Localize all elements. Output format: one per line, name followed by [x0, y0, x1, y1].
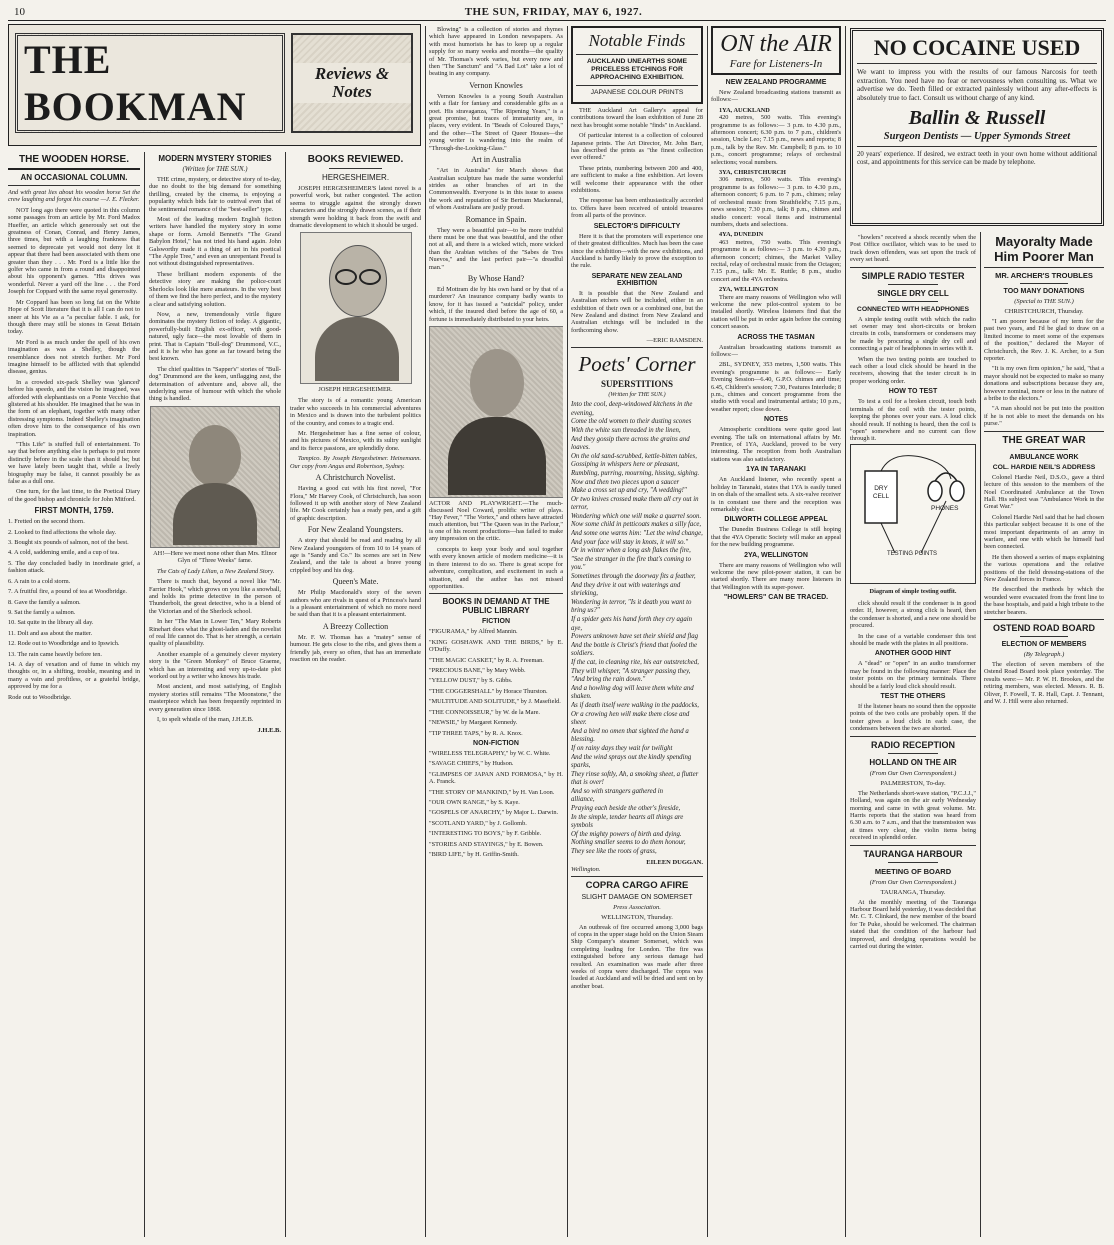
copra-text: An outbreak of fire occurred among 3,000 bags of copra in the upper stage hold on the Union Steam Ship Company's steamer Somerset, which was completing loading for London. The fire was extinguished before any serious damage had resulted. An examination was made after three weeks of copra were discharged. The copra was loaded at Auckland and will be dried and sent on by another boat.: [571, 923, 703, 990]
column-mayoralty: [984, 234, 1104, 1237]
copra-dateline2: WELLINGTON, Thursday.: [601, 913, 673, 921]
column-four: [429, 26, 563, 1237]
noel-coward-caption: ACTOR AND PLAYWRIGHT.—The much-discussed Noel Coward, prolific writer of plays. "Hay Fever," "The Vortex," and others have attracted much attention, but "The Queen was in the Parlour," is one of his recent productions—has failed to make any impression on the critic.: [429, 500, 563, 542]
diary-heading: FIRST MONTH, 1759.: [34, 506, 114, 516]
library-nonfiction-item: "BIRD LIFE," by H. Griffin-Smith.: [429, 850, 519, 858]
poem-line: Or a crowing hen will make them close and sheer.: [571, 710, 690, 727]
radio-reception-text: The Netherlands short-wave station, "P.C.J.J.," Holland, was again on the air early Wednesday morning and came in with great volume. Mr. Harris reports that the station was heard from 6.30 a.m. to 7 a.m., and that the transmission was at times very clear, the violin items being received in splendid order.: [850, 789, 976, 842]
poem-line: Nothing smaller seems to do them honour,: [571, 839, 686, 847]
poem-line: Into the cool, deep-windowed kitchens in the evening,: [571, 401, 693, 417]
poem-line: On the old sand-scrubbed, kettle-bitten tables,: [571, 452, 697, 460]
tauranga-dateline2: TAURANGA, Thursday.: [880, 888, 946, 896]
books-reviewed-para: The story is of a romantic young American trader who succeeds in his commercial adventures in Mexico and is drawn into the turbulent politics of the country, and comes to a tragic end.: [290, 397, 421, 427]
notable-finds-deck: AUCKLAND UNEARTHS SOME PRICELESS ETCHINGS FOR APPROACHING EXHIBITION.: [586, 58, 688, 81]
tasman-intro: Australian broadcasting stations transmit as follows:—: [711, 343, 841, 358]
poem-line: Wondering in terror, "Is it death you want to bring us?": [571, 598, 692, 615]
notable-finds-para: Of particular interest is a collection of coloured Japanese prints. The Art Director, Mr. John Barr, has described the prints as "the finest collection ever offered.": [571, 132, 703, 162]
radio-tester-sub2: CONNECTED WITH HEADPHONES: [856, 305, 970, 313]
poem-line: And the wind sprays out the kindly spending sparks,: [571, 753, 692, 770]
notable-finds-para: These prints, numbering between 200 and 400, are sufficient to make a fine exhibition. Art lovers will welcome their appearance with the other exhibitions.: [571, 164, 703, 195]
ostend-subheading: ELECTION OF MEMBERS: [1001, 641, 1087, 648]
great-war-para: Colonel Hardie Neil, D.S.O., gave a third lecture of this session to the members of the Noel Coordinated Ambulance at the Town Hall. His subject was "Ambulance Work in the Great War.": [984, 473, 1104, 511]
radio-right-para: In the case of a variable condenser this test should be made with the plates in all positions.: [850, 632, 976, 648]
library-heading: BOOKS IN DEMAND AT THE PUBLIC LIBRARY: [442, 597, 550, 616]
poem-lines: [571, 401, 703, 856]
poem-line: They rinse softly, Ah, a smoking sheet, a flutter that is over!: [571, 770, 699, 787]
diary-line: 9. Sat the family a salmon.: [8, 608, 76, 616]
great-war-para: He then showed a series of maps explaining the various operations and the relative positions of the field dressing-stations of the New Zealand forces in France.: [984, 553, 1104, 583]
station-text: 420 metres, 500 watts. This evening's programme is as follows:— 3 p.m. to 4.30 p.m., afternoon concert; 6.30 p.m. to 7 p.m., children's session, Uncle Leo; 7.15 p.m., news and reports; 8 p.m., talk by the Rev. Mr. Campbell; 8 p.m. to 10 p.m., concert programme; relays of orchestral selections; vocal numbers.: [711, 114, 841, 166]
review-section-text: Having a good cut with his first novel, "For Flora," Mr Harvey Cook, of Christchurch, has soon followed it up with another story of New Zealand life. Mr Cook certainly has a ready pen, and a gift of graphic description.: [290, 485, 421, 522]
mystery-para: In her "The Man in Lower Ten," Mary Roberts Rinehart does what the ghost-laden and the novelist of real life cannot do. That is her strength, a certain quality of plausibility.: [149, 618, 281, 648]
poets-corner-byline: (Written for THE SUN.): [608, 392, 666, 399]
poem-line: As if death itself were walking in the paddocks,: [571, 701, 699, 709]
poem-line: alliance,: [571, 796, 595, 804]
poem-line: Make a cross set up and cry, "A wedding!": [571, 487, 687, 495]
bookman-title: THE BOOKMAN: [18, 36, 282, 130]
mystery-para: These brilliant modern exponents of the detective story are making the police-court Sherlocks look like mere amateurs. In the very best of them we find the hero perfect, and to the mystery a clear and satisfying solution.: [149, 270, 281, 308]
radio-tester-sub1: SINGLE DRY CELL: [877, 288, 949, 298]
mystery-signature: J.H.E.B.: [257, 726, 281, 734]
diary-line: 11. Dolt and ass about the matter.: [8, 629, 93, 637]
bookman-banner: [8, 24, 421, 146]
poem-line: Praying each beside the other's fireside,: [571, 805, 681, 813]
column-mystery: [149, 152, 281, 1237]
phone-earpiece-left: [928, 481, 942, 501]
no-cocaine-ad: [850, 28, 1104, 226]
books-reviewed-subheading: HERGESHEIMER.: [321, 173, 390, 182]
col4-section-heading: Romance in Spain.: [465, 214, 527, 224]
column-radio-lower: [850, 600, 976, 1237]
diary-line: 3. Bought six pounds of salmon, not of the best.: [8, 539, 129, 547]
poem-line: And a bird no omen that sighted the hand a blessing.: [571, 727, 689, 744]
library-nonfiction-item: "WIRELESS TELEGRAPHY," by W. C. White.: [429, 749, 551, 757]
poem-line: And so with strangers gathered in: [571, 787, 664, 795]
radio-tester-para: A simple testing outfit with which the radio set owner may test short-circuits or broken circuits in coils, transformers or condensers may be made by procuring a single dry cell and connecting a pair of headphones in series with it.: [850, 315, 976, 353]
selector-heading: SELECTOR'S DIFFICULTY: [593, 222, 681, 230]
library-nonfiction-item: "THE STORY OF MANKIND," by H. Van Loon.: [429, 788, 555, 796]
books-reviewed-para: Mr. Hergesheimer has a fine sense of colour, and his pictures of Mexico, with its sultry sunlight and its fierce passions, are splendidly done.: [290, 430, 421, 452]
station-name: 1YA, AUCKLAND: [719, 106, 770, 114]
mystery-para: Most ancient, and most satisfying, of English mystery stories still remains "The Moonstone," the masterpiece which has been frequently reprinted in every generation since 1868.: [149, 683, 281, 713]
poem-line: "See the stranger in the fire that's coming to you.": [571, 555, 691, 572]
poem-line: Powers unknown have set their shield and flag: [571, 633, 699, 641]
elinor-glyn-photo: [150, 406, 280, 548]
poem-line: Come the old women to their dusting scones: [571, 418, 692, 426]
library-fiction-item: "NEWSIE," by Margaret Kennedy.: [429, 719, 518, 727]
page-number: 10: [14, 6, 25, 18]
masthead: [8, 4, 1106, 21]
diary-line: 10. Sat quite in the library all day.: [8, 619, 94, 627]
library-nonfiction-item: "SAVAGE CHIEFS," by Hudson.: [429, 760, 514, 768]
on-the-air-box: [711, 26, 841, 75]
poem-signature: EILEEN DUGGAN.: [646, 858, 703, 866]
ia-heading: 1YA IN TARANAKI: [746, 466, 806, 474]
tester-diagram-caption: Diagram of simple testing outfit.: [869, 588, 957, 595]
radio-tester-para: When the two testing points are touched to each other a loud click should be heard in the receivers, showing that the tester circuit is in proper working order.: [850, 355, 976, 385]
on-the-air-heading: ON the AIR: [720, 31, 832, 57]
college-text: The Dunedin Business College is still hoping that the 4YA Operatic Society will make an appeal for the new building programme.: [711, 526, 841, 549]
diagram-label-points: TESTING POINTS: [887, 551, 938, 557]
wooden-horse-para: NOT long ago there were quoted in this column some passages from an article by Mr. Ford Madox Hueffer, an article which generously set out the greatness of Conan, Conrad, and Henry James, three times, but with a laughing frankness that seemed to deprecate yet would not deny lot it appear that there had been associated with them one greater than they . . . Mr. Ford is a little like the golfer who came in from a round and disappointed about his opponent's games. "His drives was wonderful. Never a yard off the line . . . the Ford Joseph for Coppard with the same royal generosity.: [8, 206, 140, 296]
lead-path-1: [881, 523, 895, 553]
library-fiction-item: "PRECIOUS BANE," by Mary Webb.: [429, 667, 526, 675]
wgtn-text: There are many reasons of Wellington who will welcome the new pilot-power station, it can be started shortly. There are many more listeners in that Wellington with its super-power.: [711, 561, 841, 591]
col4-top-text: Blowing" is a collection of stories and rhymes which have appeared in London newspapers. As with most humorists he has to keep up a regular supply for so many weeks and months—the quality of Mr. Thomas's work varies, but every now and then "The Sanctum" and "A Bad Lot" take a lot of beating in any company.: [429, 26, 563, 78]
another-hint-heading: ANOTHER GOOD HINT: [874, 650, 952, 658]
no-cocaine-text: We want to impress you with the results of our famous Narcosis for teeth extraction. You need have no fear or nervousness when consulting us. What we advertise we do. Teeth filled or extracted painlessly without any after-effects is absolutely true to fact. Consult us without charge of any kind.: [857, 68, 1097, 102]
copra-subheading: SLIGHT DAMAGE ON SOMERSET: [581, 893, 693, 901]
wgtn-heading: 2YA, WELLINGTON: [744, 551, 808, 559]
station-text: There are many reasons of Wellington who will welcome the new pilot-control system to be installed shortly. Wireless listeners find that the station will be put in order again before the coming concert season.: [711, 293, 841, 331]
howlers-heading: "HOWLERS" CAN BE TRACED.: [723, 594, 829, 602]
masthead-title: THE SUN, FRIDAY, MAY 6, 1927.: [464, 6, 643, 18]
poem-line: Or in winter when a long ash flakes the fire,: [571, 547, 691, 555]
mystery-para: Now, a new, tremendously virile figure dominates the mystery fiction of today. A gigantic, powerfully-built English ex-officer, with good-natured, ugly face—the most lovable of them in print. That is Captain "Bull-dog" Drummond, V.C., and it is he who has gone as far toward being the best known.: [149, 310, 281, 363]
library-nonfiction-item: "INTERESTING TO BOYS," by F. Gribble.: [429, 830, 542, 838]
library-fiction-item: "FIGURAMA," by Alfred Mannin.: [429, 628, 518, 636]
diagram-label-phones: PHONES: [931, 505, 959, 512]
diary-line: 6. A rain to a cold storm.: [8, 577, 71, 585]
notes-text: Atmospheric conditions were quite good last evening. The talk on international affairs by Mr. Prentice, of 1YA, Auckland, proved to be very interesting. The reception from both Australian stations was also satisfactory.: [711, 426, 841, 463]
column-notable-poets: [571, 26, 703, 1237]
col4-section-heading: Vernon Knowles: [469, 80, 523, 90]
mystery-heading: MODERN MYSTERY STORIES: [158, 154, 272, 163]
diagram-label-cell: DRY CELL: [872, 485, 890, 500]
poem-line: "And bring the rain down.": [571, 676, 646, 684]
poem-line: Or two knives crossed make them all cry out in terror,: [571, 495, 699, 512]
poem-line: Sometimes through the doorway fits a feather,: [571, 573, 696, 581]
review-section-heading: Queen's Mate.: [332, 577, 379, 587]
another-hint-text: A "dead" or "open" in an audio transformer may be found in the following manner: Place the tester points on the primary terminals. There should be a fairly loud click should result.: [850, 660, 976, 690]
college-heading: DILWORTH COLLEGE APPEAL: [724, 516, 828, 524]
station-text: 306 metres, 500 watts. This evening's programme is as follows:— 3 p.m. to 4.30 p.m., afternoon concert; 6 p.m. to 7 p.m., chimes; relay of orchestral music from Strathfield's; 7.15 p.m., news session; 7.30 p.m., talk; 8 p.m., chimes and studio concert: vocal items and instrumental numbers, duets and selections.: [711, 176, 841, 228]
great-war-para: He described the methods by which the wounded were evacuated from the front line to the base hospitals, and paid a high tribute to the stretcher bearers.: [984, 586, 1104, 616]
tauranga-heading: TAURANGA HARBOUR: [863, 848, 963, 859]
wooden-horse-epigraph: And with great lies about his wooden horse Set the crew laughing and forgot his course —J. E. Flecker.: [8, 189, 140, 204]
poem-line: If a spider gets his hand forth they cry again aye,: [571, 616, 693, 632]
poem-line: And they gossip there across the grains and loaves.: [571, 435, 690, 452]
great-war-sub2: COL. HARDIE NEIL'S ADDRESS: [992, 463, 1096, 471]
review-section-text: A story that should be read and reading by all New Zealand youngsters of from 10 to 14 years of age is "Sandy and Co." Its scenes are set in New Zealand, and the tale is about a brave young crippled boy and his dog.: [290, 537, 421, 574]
poem-line: If the cat, in cleaning rite, his ear outstretched,: [571, 658, 699, 666]
library-fiction-item: "TIP THREE TAPS," by R. A. Knox.: [429, 729, 523, 737]
mystery-byline: (Written for THE SUN.): [182, 166, 248, 173]
notable-finds-heading: Notable Finds: [588, 31, 686, 50]
hergesheimer-caption: JOSEPH HERGESHEIMER.: [318, 386, 393, 394]
wooden-horse-para: "This Life" is stuffed full of entertainment. To say that before anything else is perhaps to put more distinctly before in the scale than it should be; but we have lately been taught that, while a lively biography may be false, it cannot possibly be as false as a dull one.: [8, 441, 140, 486]
diary-line: 13. The rain came heavily before ten.: [8, 650, 102, 658]
library-fiction-heading: FICTION: [482, 618, 510, 626]
no-cocaine-footer: 20 years' experience. If desired, we extract teeth in your own home without additional cost, and appointments for this service can be made by telephone.: [857, 151, 1097, 167]
poem-line: If on rainy days they wait for twilight: [571, 744, 673, 752]
poem-line: With the white sun threaded in the linen,: [571, 426, 681, 434]
bookman-side-text: Reviews & Notes: [293, 63, 411, 103]
test-others-text: If the listener hears no sound then the opposite points of the two coils are probably open. If the tester gives a loud click in each case, the condensers between the two are shorted.: [850, 703, 976, 733]
wooden-horse-para: Mr Ford is as much under the spell of his own imagination as was a Shelley, though the resemblance does not stretch further. Mr Ford imagine himself to be afflicted with that splendid disease, genius.: [8, 338, 140, 376]
mayoralty-para: "A man should not be put into the position if he is not able to meet the demands on his purse.": [984, 405, 1104, 428]
col4-bottom-text: concepts to keep your body and soul together with every known article of modern medicine—it is in there interest to do so. There is great scope for adventure, complication, and excitement in such a situation, and the author has not missed opportunities.: [429, 546, 563, 591]
poem-line: And some one warns him: "Let the wind change,: [571, 530, 703, 538]
poem-line: Gossiping in whispers here or pleasant,: [571, 461, 680, 469]
mystery-para: Another example of a genuinely clever mystery story is the "Green Monkey" of Bruce Graeme, which has an interesting and very up-to-date plot worked out by a writer who knows his trade.: [149, 650, 281, 681]
notes-heading: NOTES: [763, 416, 789, 424]
station-name: 2YA, WELLINGTON: [719, 286, 779, 294]
col4-section-text: Vernon Knowles is a young South Australian with a flair for fantasy and considerable gifts as a poet. His stravaganza, "The Ripening Years," is a great promise, but traces of immaturity are, in places, very evident. In "Beads of Coloured Days," and the other—The Street of Queer Houses—the young writer is wandering into the realm of "Through-the-Looking-Glass.": [429, 92, 563, 152]
diary-line: 4. A cold, saddening smile, and a cup of tea.: [8, 549, 120, 557]
library-nonfiction-item: "GLIMPSES OF JAPAN AND FORMOSA," by H. A. Franck.: [429, 770, 563, 786]
separate-text: It is possible that the New Zealand and Australian etchers will be included, either in an exhibition of their own or a combined one, but the New Zealand and distinct from New Zealand and Australian etchings will be included in the forthcoming show.: [571, 289, 703, 334]
radio-intro: "howlers" received a shock recently when the Post Office oscillator, which was to be used to track down offenders, was set upon the track of every set heard.: [850, 234, 976, 264]
no-cocaine-firm: Ballin & Russell: [908, 107, 1046, 130]
mayoralty-sub2: TOO MANY DONATIONS: [1003, 288, 1085, 295]
wooden-horse-para: In a crowded six-pack Shelley was 'glanced' before his speedo, and the vision he imagined, was afforded with elephantiasis on a Ponte Vecchio that glistered at his shoulder. He imagined that he was in the form of an elephant, together with many other distressing symptoms. Indeed Shelley's imagination often drove him to the consequence of his own inspiration.: [8, 378, 140, 438]
poem-line: And they drive it out with waterings and shrieking,: [571, 581, 681, 598]
tauranga-dateline: (From Our Own Correspondent.): [869, 878, 957, 886]
radio-reception-subheading: HOLLAND ON THE AIR: [869, 757, 957, 767]
station-name: 3YA, CHRISTCHURCH: [719, 169, 786, 177]
review-section-heading: For New Zealand Youngsters.: [307, 525, 404, 535]
diary-line: 14. A day of vexation and of fume in which my thoughts or, in a shifting, trouble, meaning and in many a vain and profitless, or a grateful bridge, approved by me for a: [8, 660, 140, 691]
poets-corner-heading: Poets' Corner: [578, 352, 696, 377]
column-wooden-horse: [8, 152, 140, 1237]
poets-corner-subheading: SUPERSTITIONS: [600, 379, 674, 390]
review-section-text: Mr Philip Macdonald's story of the seven authors who are rivals in quest of a Princess's hand is a pleasant entertainment of which no more need be said than that it is a pleasant entertainment.: [290, 589, 421, 619]
poem-line: They will whisper, "A stranger passing they,: [571, 667, 691, 675]
ostend-text: The election of seven members of the Ostend Road Board took place yesterday. The results were:— Mr. P. W. H. Brookes, and the retiring members, was elected. Messrs. R. B. Oliver, F. Fowell, T. R. Hall, Capt. J. Tennant, and W. J. Hill were also returned.: [984, 661, 1104, 706]
mystery-para: THE crime, mystery, or detective story of to-day, due no doubt to the big demand for something thrilling, created by the cinema, is enjoying a popularity which bids fair to outrival even that of the sentimental romance of the "best-seller" type.: [149, 176, 281, 213]
no-cocaine-firm-sub: Surgeon Dentists — Upper Symonds Street: [857, 130, 1097, 147]
tasman-text: 2BL, SYDNEY, 353 metres, 1,500 watts. This evening's programme is as follows:— Early Evening Session—6.40, G.P.O. chimes and time; 6.45, Children's session; 7.30, Features Interlude; 8 p.m., chimes and concert programme from the studio with vocal and instrumental artists; 10 p.m., weather report; close down.: [711, 361, 841, 413]
noel-coward-photo: [429, 326, 563, 498]
books-reviewed-para: JOSEPH HERGESHEIMER'S latest novel is a powerful work, but rather congested. The action seems to struggle against the strongly drawn characters and the strongly drawn scenes, as if their strength were holding it back from the swift and dramatic development to which it should be urged.: [290, 185, 421, 230]
tasman-heading: ACROSS THE TASMAN: [737, 333, 815, 341]
diary-line: 5. The day concluded badly in inordinate grief, a fashion attack.: [8, 559, 140, 575]
separate-heading: SEPARATE NEW ZEALAND EXHIBITION: [591, 272, 683, 287]
elinor-glyn-caption: AH!—Here we meet none other than Mrs. Elinor Glyn of "Three Weeks" fame.: [153, 549, 277, 564]
mayoralty-para: "I am poorer because of my term for the past two years, and I'd be glad to draw on a limited income to meet some of the expenses of the position," declared the Mayor of Christchurch, the Rev. J. K. Archer, to a Sun reporter.: [984, 318, 1104, 363]
poem-line: Now and then two pieces upon a saucer: [571, 478, 680, 486]
how-to-test-heading: HOW TO TEST: [888, 388, 938, 396]
selector-text: Here it is that the promoters will experience one of their greatest difficulties. Much has been the case since the exhibition—with the new exhibitions, and Auckland is hardly likely to prove the exception to the rule.: [571, 232, 703, 270]
headband-path: [935, 473, 957, 481]
nz-programme-heading: NEW ZEALAND PROGRAMME: [725, 79, 827, 86]
ostend-heading: OSTEND ROAD BOARD: [992, 623, 1095, 633]
col4-section-text: Ed Mottram die by his own hand or by that of a murderer? An insurance company badly wants to know, for it has issued a "suicidal" policy, under which, if the insured died before the age of 60, a fortune is immediately distributed to your heirs.: [429, 285, 563, 323]
diary-line: 7. A fruitful fire, a pound of tea at Woodbridge.: [8, 588, 127, 596]
diary-line: 8. Gave the family a salmon.: [8, 598, 81, 606]
ia-text: An Auckland listener, who recently spent a holiday in Taranaki, states that 1YA is easily tuned in on dials of the smallest sets. A six-valve receiver is in constant use there and the reception was remarkably clear.: [711, 476, 841, 513]
radio-reception-dateline2: PALMERSTON, To-day.: [880, 779, 946, 787]
library-fiction-item: "THE MAGIC CASKET," by R. A. Freeman.: [429, 656, 544, 664]
col4-section-heading: Art in Australia: [471, 155, 521, 165]
tester-diagram: [850, 444, 976, 584]
library-fiction-item: "THE COGGERSHALL" by Horace Thurston.: [429, 687, 548, 695]
review-section-heading: A Breezy Collection: [322, 621, 389, 631]
review-section-heading: A Christchurch Novelist.: [315, 473, 396, 483]
poem-line: Rumbling, purring, mourning, hissing, sighing.: [571, 469, 700, 477]
library-nonfiction-item: "OUR OWN RANGE," by S. Kaye.: [429, 798, 520, 806]
poem-line: They see like the roots of grass,: [571, 848, 657, 856]
tauranga-text: At the monthly meeting of the Tauranga Harbour Board held yesterday, it was decided that Mr. C. T. Clinkard, the new member of the board for Te Puke, should be welcomed. The chairman stated that the condition of the harbour had improved, and dredging operations would be carried out during the winter.: [850, 898, 976, 950]
poem-place: Wellington.: [571, 865, 601, 873]
wooden-horse-para: Mr Coppard has been so long fat on the White Hope of Scott literature that it is all I can do not to sneer at his Vie as a "a peculiar fable. I ask, for though there may still be stones in Great Britain today.: [8, 298, 140, 336]
library-fiction-item: "KING GOSHAWK AND THE BIRDS," by E. O'Duffy.: [429, 638, 563, 654]
diary-line: 2. Looked to find affections the whole day.: [8, 528, 117, 536]
notable-finds-signature: —ERIC RAMSDEN.: [646, 337, 703, 345]
wooden-horse-heading: THE WOODEN HORSE.: [18, 154, 129, 165]
poem-line: And a howling dog will leave them white and shaken.: [571, 684, 694, 701]
wooden-horse-subheading: AN OCCASIONAL COLUMN.: [20, 173, 128, 182]
review-section-text: Mr. F. W. Thomas has a "matey" sense of humour. He gets close to the ribs, and gives them a friendly jab, every so often, that has an immediate reaction on the reader.: [290, 633, 421, 663]
ostend-dateline: (By Telegraph.): [1023, 651, 1065, 658]
notable-finds-para: THE Auckland Art Gallery's appeal for contributions toward the loan exhibition of June 28 next has brought some notable "finds" in Auckland.: [571, 107, 703, 129]
great-war-para: Colonel Hardie Neil said that he had chosen this particular subject because it is one of the most important departments of an army in warfare, and one with which he himself had been connected.: [984, 513, 1104, 551]
diary-tail: Rode out to Woodbridge.: [8, 693, 72, 701]
poem-line: And the bottle is Christ's friend that fooled the soldiers.: [571, 641, 698, 658]
radio-reception-heading: RADIO RECEPTION: [870, 739, 955, 750]
tauranga-subheading: MEETING OF BOARD: [874, 866, 952, 876]
library-nonfiction-item: "SCOTLAND YARD," by J. Gollomb.: [429, 819, 527, 827]
notable-finds-box: [571, 26, 703, 104]
great-war-heading: THE GREAT WAR: [1002, 434, 1086, 446]
station-name: 4YA, DUNEDIN: [719, 231, 764, 239]
radio-right-para: click should result if the condenser is in good order. If, however, a strong click is heard, then the condenser is shorted, and a new one should be procured.: [850, 600, 976, 630]
mystery-para: I, to spelt whistle of the man, J.H.E.B.: [157, 716, 254, 724]
mayoralty-dateline: (Special to THE SUN.): [1014, 298, 1074, 305]
test-others-heading: TEST THE OTHERS: [880, 693, 946, 701]
col4-section-heading: By Whose Hand?: [467, 273, 525, 283]
library-fiction-item: "YELLOW DUST," by S. Gibbs.: [429, 677, 513, 685]
mayoralty-para: "It is my own firm opinion," he said, "that a mayor should not be expected to make so many donations and subscriptions because they are, however nominal, more or less in the nature of a bribe to the electors.": [984, 365, 1104, 403]
copra-heading: COPRA CARGO AFIRE: [585, 879, 689, 891]
newspaper-page: [8, 4, 1106, 1240]
nz-programme-intro: New Zealand broadcasting stations transmit as follows:—: [711, 89, 841, 104]
phone-earpiece-right: [950, 481, 964, 501]
bookman-side-panel: [291, 33, 413, 133]
notable-finds-sub: JAPANESE COLOUR PRINTS: [590, 89, 684, 96]
col4-section-text: "Art in Australia" for March shows that Australian sculpture has made the same wonderful strides as other branches of art in the Commonwealth. Everyone is in this issue to assess the work and reputation of Sir Bertram Mackennal, of whom Australians are justly proud.: [429, 167, 563, 212]
diary-line: 12. Rode out to Woodbridge and to Ipswich.: [8, 640, 120, 648]
great-war-sub1: AMBULANCE WORK: [1009, 453, 1079, 461]
no-cocaine-heading: NO COCAINE USED: [857, 35, 1097, 64]
books-reviewed-heading: BOOKS REVIEWED.: [307, 154, 404, 165]
books-reviewed-para: Tampico. By Joseph Hergesheimer. Heinemann. Our copy from Angus and Robertson, Sydney.: [290, 455, 421, 470]
poem-line: And your face will stay in knots, it will so.": [571, 538, 689, 546]
col4-section-text: They were a beautiful pair—to be more truthful there must be one that was beautiful, and the other not at all, and there is a wicked witch, more wicked than the Arabian witches of the "Sabes de Tres Nuevos," and the last perfect pair—"a dreadful man.": [429, 226, 563, 271]
poem-line: In the simple, tender hearts all things are symbols: [571, 813, 684, 830]
mystery-para: Most of the leading modern English fiction writers have handled the mystery story in some shape or form. Arnold Bennett's "The Grand Babylon Hotel," has not tried his hand again. John Galsworthy made it a thing of art in his poetical "The Apple Tree," and even an unrepentant Freud is not without distinguished representatives.: [149, 216, 281, 268]
station-text: 463 metres, 750 watts. This evening's programme is as follows:— 3 p.m. to 4.30 p.m., afternoon concert; chimes, the Market Valley recital, relay of orchestral music from the Octagon; 7.15 p.m., talk: Mr. E. Ruttle; 8 p.m., studio concert and the 4YA orchestra.: [711, 238, 841, 283]
poem-line: Wondering which one will make a quarrel soon.: [571, 512, 702, 520]
poem-line: Of the mighty powers of birth and dying.: [571, 830, 682, 838]
library-nonfiction-item: "STORIES AND STAYINGS," by E. Bowen.: [429, 840, 544, 848]
mayoralty-subheading: MR. ARCHER'S TROUBLES: [995, 271, 1093, 280]
column-on-the-air: [711, 26, 841, 1237]
poem-line: Now some child in petticoats makes a silly face,: [571, 521, 702, 529]
radio-reception-dateline: (From Our Own Correspondent.): [869, 769, 957, 777]
notable-finds-para: The response has been enthusiastically accorded to. Offers have been received of untold treasures from all parts of the province.: [571, 197, 703, 220]
library-nonfiction-heading: NON-FICTION: [473, 739, 519, 747]
hergesheimer-portrait: [300, 232, 412, 384]
mystery-para: There is much that, beyond a novel like "Mr. Farrier Hook," which grows on you like a snowball, and holds its prime detective in the person of Thunderbolt, the great detective, who is a blend of the Victorian and of the Sherlock school.: [149, 578, 281, 615]
on-the-air-subheading: Fare for Listeners-In: [729, 58, 823, 70]
how-to-test-text: To test a coil for a broken circuit, touch both terminals of the coil with the tester points, keeping the phones over your ears. A loud click should result. If nothing is heard, then the coil is "open" somewhere and no current can flow through it.: [850, 398, 976, 443]
mayoralty-dateline2: CHRISTCHURCH, Thursday.: [1004, 308, 1084, 315]
wooden-horse-para: One turn, for the last time, to the Poetical Diary of the good bishop and chronicle for John Mitford.: [8, 488, 140, 503]
radio-tester-heading: SIMPLE RADIO TESTER: [861, 270, 965, 281]
bookman-ornament: [15, 33, 285, 133]
mystery-para: The chief qualities in "Sapper's" stories of "Bull-dog" Drummond are the keen, unflagging zest, the determination of adventure and, above all, the underlying sense of humour with which the whole thing is handled.: [149, 365, 281, 403]
copra-dateline: Press Association.: [613, 903, 661, 911]
diary-line: 1. Fretted on the second thorn.: [8, 518, 85, 526]
library-fiction-item: "MULTITUDE AND SOLITUDE," by J. Masefield.: [429, 698, 561, 706]
column-books-reviewed: [290, 152, 421, 1237]
mystery-para: The Cats of Lady Lilian, a New Zealand Story.: [157, 567, 275, 575]
library-nonfiction-item: "GOSPELS OF ANARCHY," by Major L. Darwin.: [429, 809, 559, 817]
library-fiction-item: "THE CONNOISSEUR," by W. de la Mare.: [429, 708, 540, 716]
mayoralty-heading: Mayoralty Made Him Poorer Man: [994, 234, 1094, 264]
